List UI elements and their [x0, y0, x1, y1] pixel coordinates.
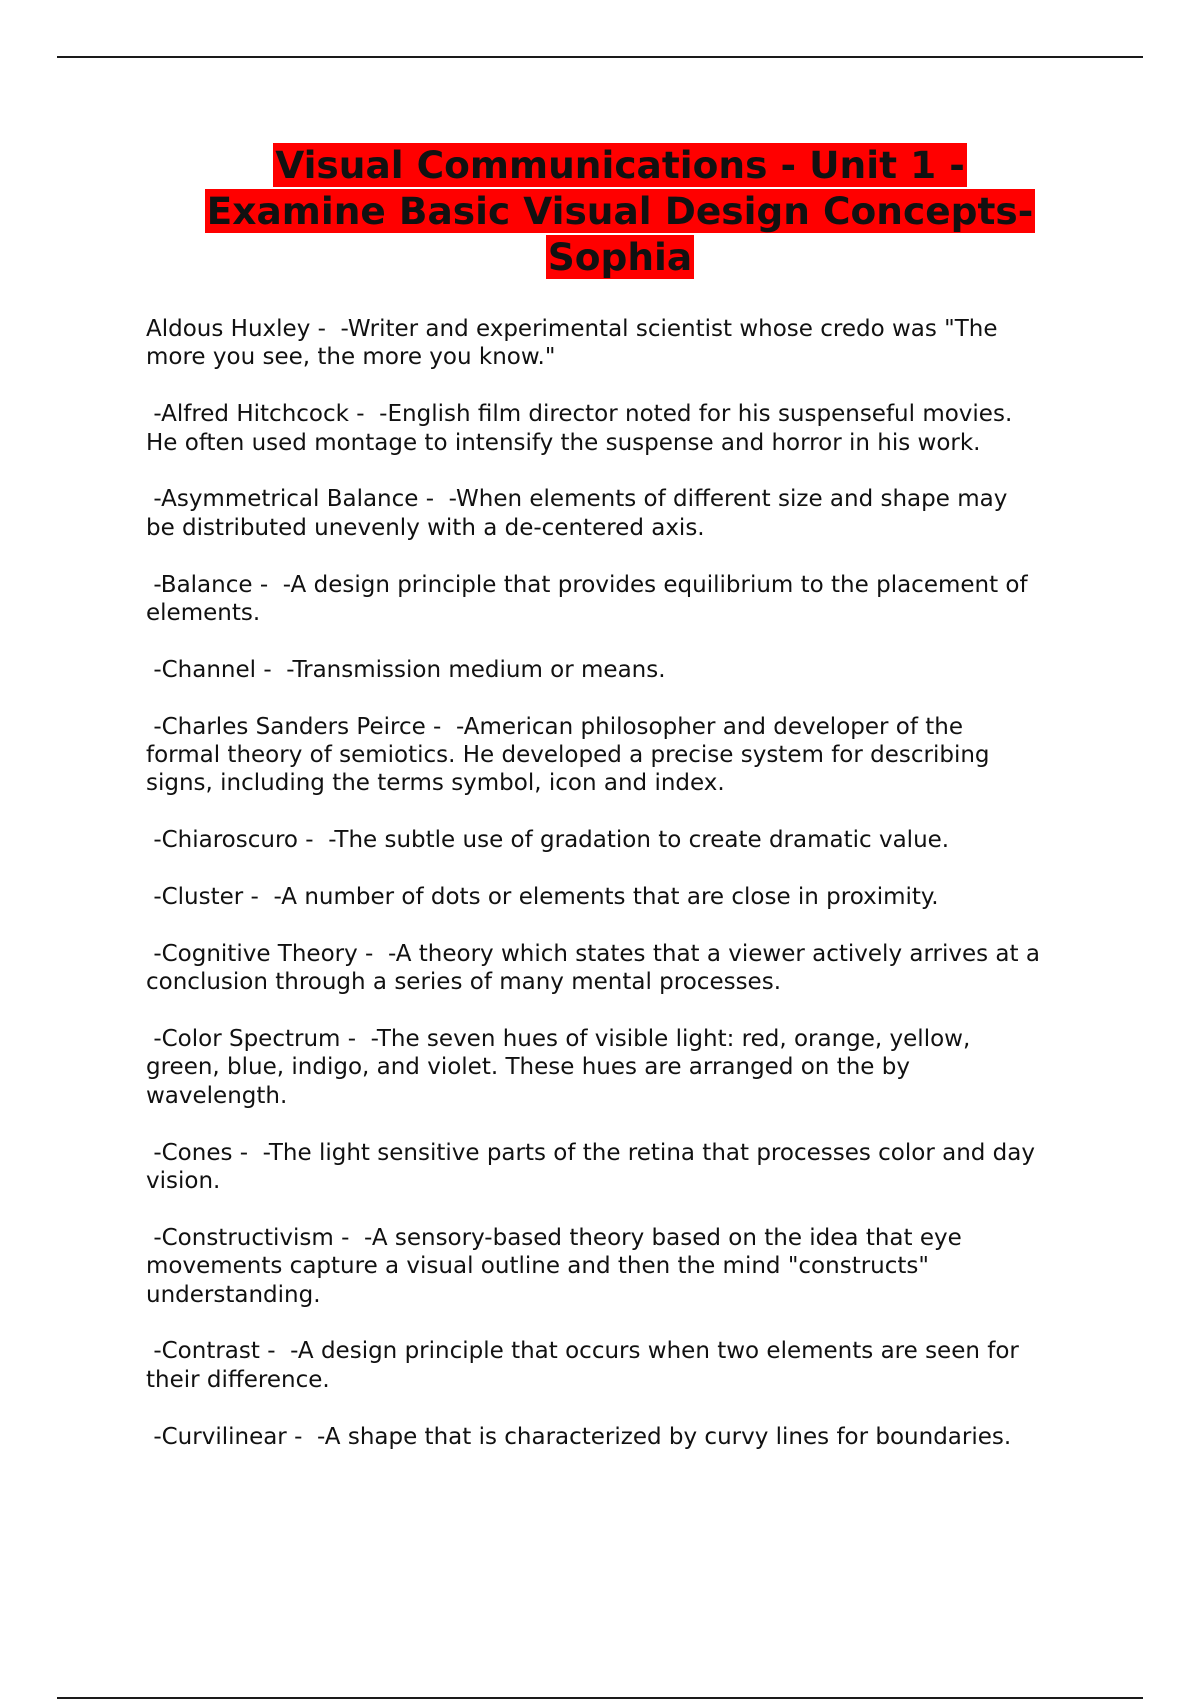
entry-line: green, blue, indigo, and violet. These hues are arranged on the by: [146, 1054, 910, 1081]
flashcard-entry: [146, 1025, 1106, 1110]
entry-line: -Color Spectrum - -The seven hues of visible light: red, orange, yellow,: [146, 1026, 971, 1053]
entry-line: Aldous Huxley - -Writer and experimental scientist whose credo was "The: [146, 316, 998, 342]
flashcard-entry: [146, 1337, 1106, 1394]
entry-line: -Balance - -A design principle that provides equilibrium to the placement of: [146, 571, 1028, 598]
title-line-3-text: Sophia: [547, 235, 693, 279]
flashcard-entry: [146, 883, 1106, 911]
entry-line: elements.: [146, 600, 261, 627]
flashcard-entry: [146, 656, 1106, 684]
entry-line: -Charles Sanders Peirce - -American philosopher and developer of the: [146, 713, 964, 740]
entry-line: formal theory of semiotics. He developed a precise system for describing: [146, 742, 990, 769]
flashcard-entry: [146, 315, 1106, 372]
entry-line: -Chiaroscuro - -The subtle use of gradation to create dramatic value.: [146, 827, 950, 854]
bottom-rule: [57, 1697, 1143, 1699]
title-line-1: [60, 142, 1180, 188]
entry-line: vision.: [146, 1168, 221, 1195]
entry-line: be distributed unevenly with a de-centered axis.: [146, 514, 705, 541]
title-line-2-text: Examine Basic Visual Design Concepts-: [206, 189, 1034, 233]
flashcard-list: [146, 315, 1106, 1479]
entry-line: -Asymmetrical Balance - -When elements of different size and shape may: [146, 486, 1008, 513]
entry-line: -Channel - -Transmission medium or means.: [146, 656, 666, 683]
entry-line: -Cluster - -A number of dots or elements that are close in proximity.: [146, 884, 939, 911]
entry-line: -Cones - -The light sensitive parts of the retina that processes color and day: [146, 1139, 1035, 1166]
entry-line: wavelength.: [146, 1082, 288, 1109]
entry-line: conclusion through a series of many mental processes.: [146, 969, 782, 996]
entry-line: signs, including the terms symbol, icon and index.: [146, 770, 725, 797]
top-rule: [57, 56, 1143, 58]
entry-line: -Alfred Hitchcock - -English film director noted for his suspenseful movies.: [146, 401, 1013, 428]
flashcard-entry: [146, 1139, 1106, 1196]
flashcard-entry: [146, 571, 1106, 628]
flashcard-entry: [146, 826, 1106, 854]
flashcard-entry: [146, 1423, 1106, 1451]
flashcard-entry: [146, 485, 1106, 542]
flashcard-entry: [146, 940, 1106, 997]
entry-line: movements capture a visual outline and then the mind "constructs": [146, 1253, 929, 1280]
flashcard-entry: [146, 1224, 1106, 1309]
entry-line: more you see, the more you know.": [146, 344, 556, 371]
entry-line: understanding.: [146, 1281, 321, 1308]
flashcard-entry: [146, 400, 1106, 457]
entry-line: -Constructivism - -A sensory-based theory based on the idea that eye: [146, 1224, 962, 1251]
entry-line: He often used montage to intensify the suspense and horror in his work.: [146, 429, 981, 456]
title-line-1-text: Visual Communications - Unit 1 -: [275, 143, 965, 187]
document-title: [60, 142, 1180, 280]
title-line-2: [60, 188, 1180, 234]
entry-line: -Cognitive Theory - -A theory which states that a viewer actively arrives at a: [146, 940, 1040, 967]
title-line-3: [60, 234, 1180, 280]
flashcard-entry: [146, 713, 1106, 798]
entry-line: -Contrast - -A design principle that occurs when two elements are seen for: [146, 1338, 1019, 1365]
entry-line: -Curvilinear - -A shape that is characterized by curvy lines for boundaries.: [146, 1423, 1012, 1450]
entry-line: their difference.: [146, 1366, 330, 1393]
